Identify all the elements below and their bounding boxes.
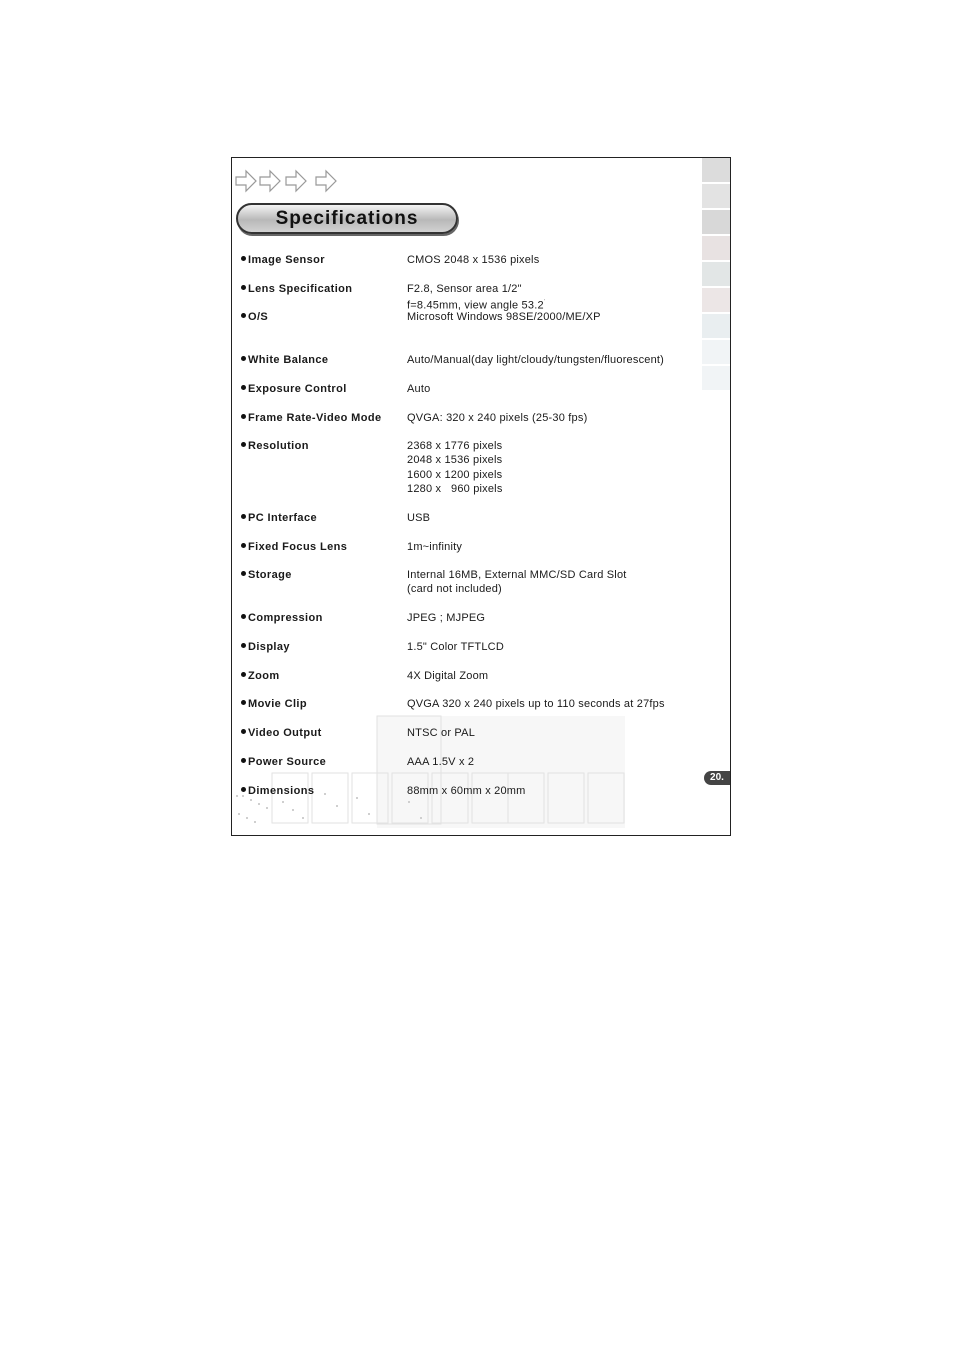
spec-value-line: (card not included) <box>407 583 502 596</box>
spec-value <box>407 310 727 324</box>
spec-value-line: 4X Digital Zoom <box>407 670 489 682</box>
spec-value <box>407 382 727 396</box>
spec-label-text: Video Output <box>248 727 322 739</box>
spec-value-line: Internal 16MB, External MMC/SD Card Slot <box>407 569 627 581</box>
bullet-icon <box>241 729 246 734</box>
spec-value-line: 1280 x 960 pixels <box>407 482 503 495</box>
bullet-icon <box>241 414 246 419</box>
spec-label-text: PC Interface <box>248 512 317 524</box>
spec-label <box>241 511 401 525</box>
spec-label-text: Frame Rate-Video Mode <box>248 412 382 424</box>
spec-label-text: Display <box>248 641 290 653</box>
spec-value-line: USB <box>407 512 431 524</box>
spec-label-text: Image Sensor <box>248 254 325 266</box>
arrow-icons <box>234 168 344 196</box>
spec-label <box>241 755 401 769</box>
spec-value-line: NTSC or PAL <box>407 727 476 739</box>
spec-value-line: JPEG ; MJPEG <box>407 612 486 624</box>
spec-value <box>407 640 727 654</box>
spec-value-line: 1600 x 1200 pixels <box>407 468 503 481</box>
spec-label-text: Storage <box>248 569 292 581</box>
spec-label <box>241 697 401 711</box>
bullet-icon <box>241 256 246 261</box>
bullet-icon <box>241 285 246 290</box>
bullet-icon <box>241 787 246 792</box>
spec-label-text: Dimensions <box>248 785 315 797</box>
spec-label-text: Zoom <box>248 670 280 682</box>
spec-value-line: 88mm x 60mm x 20mm <box>407 785 526 797</box>
spec-label-text: O/S <box>248 311 269 323</box>
spec-value <box>407 511 727 525</box>
spec-label <box>241 611 401 625</box>
spec-value <box>407 669 727 683</box>
bullet-icon <box>241 514 246 519</box>
spec-label <box>241 310 401 324</box>
spec-value-line: F2.8, Sensor area 1/2" <box>407 283 522 295</box>
spec-value-line: CMOS 2048 x 1536 pixels <box>407 254 540 266</box>
spec-value-line: Auto/Manual(day light/cloudy/tungsten/fluorescent) <box>407 354 665 366</box>
spec-label-text: Lens Specification <box>248 283 353 295</box>
spec-value <box>407 253 727 267</box>
spec-value <box>407 568 727 597</box>
spec-value <box>407 540 727 554</box>
bullet-icon <box>241 571 246 576</box>
spec-label <box>241 640 401 654</box>
spec-value <box>407 353 727 367</box>
spec-label <box>241 669 401 683</box>
bullet-icon <box>241 313 246 318</box>
spec-value <box>407 611 727 625</box>
spec-value <box>407 282 727 313</box>
spec-label-text: Compression <box>248 612 323 624</box>
spec-label <box>241 411 401 425</box>
spec-label <box>241 568 401 582</box>
spec-value-line: Microsoft Windows 98SE/2000/ME/XP <box>407 311 601 323</box>
bullet-icon <box>241 543 246 548</box>
spec-value-line: 2048 x 1536 pixels <box>407 454 503 467</box>
spec-label-text: Movie Clip <box>248 698 308 710</box>
spec-label-text: Exposure Control <box>248 383 347 395</box>
spec-value-line: 1m~infinity <box>407 541 463 553</box>
spec-label <box>241 439 401 453</box>
bullet-icon <box>241 758 246 763</box>
spec-label <box>241 282 401 296</box>
spec-value-line: f=8.45mm, view angle 53.2˙ <box>407 299 546 312</box>
bullet-icon <box>241 356 246 361</box>
spec-value <box>407 784 727 798</box>
spec-label-text: Resolution <box>248 440 309 452</box>
title-banner <box>236 203 458 234</box>
bullet-icon <box>241 672 246 677</box>
page-number-badge: 20. <box>704 771 730 785</box>
bullet-icon <box>241 643 246 648</box>
spec-label-text: White Balance <box>248 354 329 366</box>
spec-value-line: AAA 1.5V x 2 <box>407 756 475 768</box>
bullet-icon <box>241 385 246 390</box>
spec-label <box>241 726 401 740</box>
spec-value-line: QVGA 320 x 240 pixels up to 110 seconds at 27fps <box>407 698 665 710</box>
spec-value <box>407 755 727 769</box>
spec-value <box>407 411 727 425</box>
spec-label <box>241 353 401 367</box>
spec-value-line: 2368 x 1776 pixels <box>407 440 503 452</box>
spec-value <box>407 697 727 711</box>
spec-label <box>241 382 401 396</box>
spec-label-text: Power Source <box>248 756 327 768</box>
bullet-icon <box>241 700 246 705</box>
spec-value <box>407 439 727 496</box>
spec-value-line: 1.5" Color TFTLCD <box>407 641 504 653</box>
spec-value-line: QVGA: 320 x 240 pixels (25-30 fps) <box>407 412 588 424</box>
spec-value-line: Auto <box>407 383 431 395</box>
spec-value <box>407 726 727 740</box>
spec-label <box>241 253 401 267</box>
bullet-icon <box>241 442 246 447</box>
spec-label <box>241 784 401 798</box>
spec-label <box>241 540 401 554</box>
spec-label-text: Fixed Focus Lens <box>248 541 348 553</box>
page-title: Specifications <box>275 208 419 229</box>
bullet-icon <box>241 614 246 619</box>
spec-page <box>231 157 731 836</box>
